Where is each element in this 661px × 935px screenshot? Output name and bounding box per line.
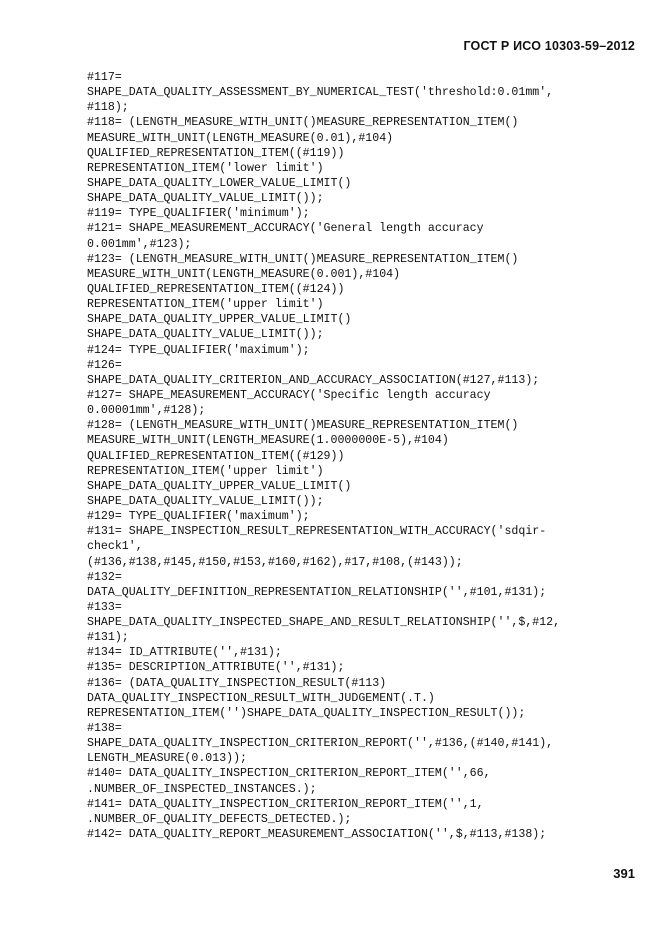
code-line: LENGTH_MEASURE(0.013)); — [87, 752, 248, 766]
code-line: #141= DATA_QUALITY_INSPECTION_CRITERION_REPORT_ITEM('',1, — [87, 797, 484, 811]
code-line: #142= DATA_QUALITY_REPORT_MEASUREMENT_ASSOCIATION('',$,#113,#138); — [87, 828, 547, 842]
code-line: check1', — [87, 540, 143, 554]
code-line: #134= ID_ATTRIBUTE('',#131); — [87, 646, 282, 660]
code-line: QUALIFIED_REPRESENTATION_ITEM((#129)) — [87, 449, 345, 463]
code-line: SHAPE_DATA_QUALITY_UPPER_VALUE_LIMIT() — [87, 479, 352, 493]
code-line: SHAPE_DATA_QUALITY_CRITERION_AND_ACCURACY_ASSOCIATION(#127,#113); — [87, 373, 540, 387]
code-line: #133= — [87, 600, 122, 614]
code-line: #140= DATA_QUALITY_INSPECTION_CRITERION_REPORT_ITEM('',66, — [87, 767, 491, 781]
code-line: SHAPE_DATA_QUALITY_UPPER_VALUE_LIMIT() — [87, 313, 352, 327]
code-line: #131); — [87, 631, 129, 645]
code-line: #138= — [87, 722, 122, 736]
code-line: .NUMBER_OF_INSPECTED_INSTANCES.); — [87, 782, 317, 796]
code-line: 0.001mm',#123); — [87, 237, 192, 251]
code-line: REPRESENTATION_ITEM('')SHAPE_DATA_QUALITY_INSPECTION_RESULT()); — [87, 706, 526, 720]
code-line: #132= — [87, 570, 122, 584]
code-line: REPRESENTATION_ITEM('upper limit') — [87, 298, 324, 312]
code-line: #136= (DATA_QUALITY_INSPECTION_RESULT(#113) — [87, 676, 387, 690]
code-line: SHAPE_DATA_QUALITY_LOWER_VALUE_LIMIT() — [87, 176, 352, 190]
code-line: REPRESENTATION_ITEM('upper limit') — [87, 464, 324, 478]
code-line: #135= DESCRIPTION_ATTRIBUTE('',#131); — [87, 661, 345, 675]
code-listing — [87, 70, 560, 842]
code-line: QUALIFIED_REPRESENTATION_ITEM((#124)) — [87, 282, 345, 296]
code-line: #121= SHAPE_MEASUREMENT_ACCURACY('General length accuracy — [87, 222, 484, 236]
code-line: #128= (LENGTH_MEASURE_WITH_UNIT()MEASURE_REPRESENTATION_ITEM() — [87, 419, 519, 433]
document-header: ГОСТ Р ИСО 10303-59–2012 — [463, 39, 635, 53]
code-line: #123= (LENGTH_MEASURE_WITH_UNIT()MEASURE_REPRESENTATION_ITEM() — [87, 252, 519, 266]
code-line: DATA_QUALITY_DEFINITION_REPRESENTATION_RELATIONSHIP('',#101,#131); — [87, 585, 547, 599]
code-line: SHAPE_DATA_QUALITY_ASSESSMENT_BY_NUMERICAL_TEST('threshold:0.01mm', — [87, 86, 554, 100]
code-line: #119= TYPE_QUALIFIER('minimum'); — [87, 207, 310, 221]
code-line: REPRESENTATION_ITEM('lower limit') — [87, 161, 324, 175]
code-line: QUALIFIED_REPRESENTATION_ITEM((#119)) — [87, 146, 345, 160]
code-line: SHAPE_DATA_QUALITY_INSPECTED_SHAPE_AND_RESULT_RELATIONSHIP('',$,#12, — [87, 616, 561, 630]
code-line: DATA_QUALITY_INSPECTION_RESULT_WITH_JUDGEMENT(.T.) — [87, 691, 435, 705]
code-line: MEASURE_WITH_UNIT(LENGTH_MEASURE(1.0000000E-5),#104) — [87, 434, 449, 448]
code-line: SHAPE_DATA_QUALITY_INSPECTION_CRITERION_REPORT('',#136,(#140,#141), — [87, 737, 554, 751]
code-line: MEASURE_WITH_UNIT(LENGTH_MEASURE(0.001),#104) — [87, 267, 401, 281]
code-line: #117= — [87, 71, 122, 84]
code-line: #118); — [87, 101, 129, 115]
code-line: #131= SHAPE_INSPECTION_RESULT_REPRESENTATION_WITH_ACCURACY('sdqir- — [87, 525, 547, 539]
code-line: #127= SHAPE_MEASUREMENT_ACCURACY('Specific length accuracy — [87, 388, 491, 402]
code-line: (#136,#138,#145,#150,#153,#160,#162),#17,#108,(#143)); — [87, 555, 463, 569]
code-line: MEASURE_WITH_UNIT(LENGTH_MEASURE(0.01),#104) — [87, 131, 394, 145]
page-number: 391 — [613, 866, 635, 881]
code-line: SHAPE_DATA_QUALITY_VALUE_LIMIT()); — [87, 328, 324, 342]
code-line: SHAPE_DATA_QUALITY_VALUE_LIMIT()); — [87, 192, 324, 206]
code-line: .NUMBER_OF_QUALITY_DEFECTS_DETECTED.); — [87, 812, 352, 826]
code-line: SHAPE_DATA_QUALITY_VALUE_LIMIT()); — [87, 494, 324, 508]
code-line: #129= TYPE_QUALIFIER('maximum'); — [87, 510, 310, 524]
code-line: #124= TYPE_QUALIFIER('maximum'); — [87, 343, 310, 357]
code-line: 0.00001mm',#128); — [87, 404, 206, 418]
code-line: #118= (LENGTH_MEASURE_WITH_UNIT()MEASURE_REPRESENTATION_ITEM() — [87, 116, 519, 130]
code-line: #126= — [87, 358, 122, 372]
